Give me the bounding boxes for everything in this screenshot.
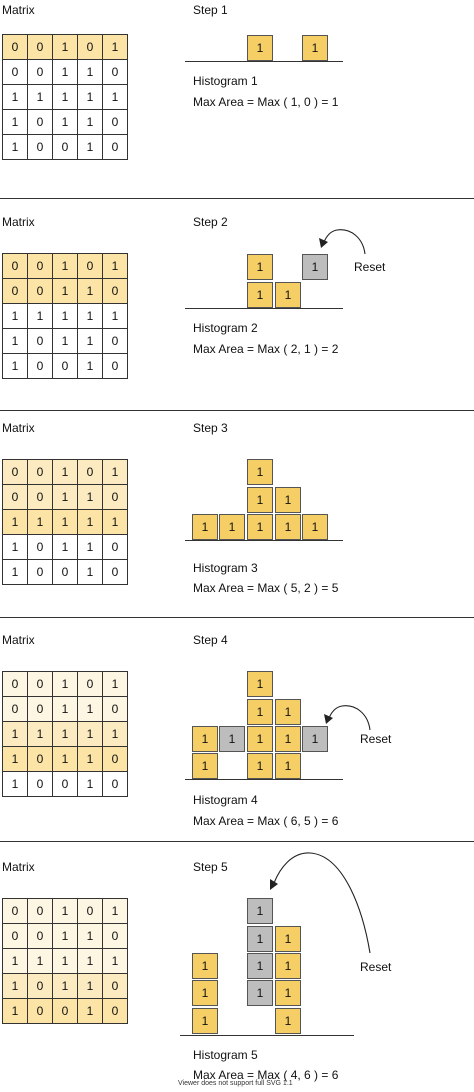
matrix-cell: 1 (78, 510, 103, 535)
matrix-cell: 1 (53, 329, 78, 354)
matrix-cell: 0 (28, 60, 53, 85)
reset-cell: 1 (247, 926, 273, 952)
matrix-cell: 0 (3, 697, 28, 722)
histogram-baseline (185, 779, 343, 780)
matrix-cell: 0 (53, 135, 78, 160)
histogram-bar-cell: 1 (275, 726, 301, 752)
histogram-bar-cell: 1 (192, 953, 218, 979)
matrix-cell: 1 (28, 85, 53, 110)
reset-cell: 1 (247, 898, 273, 924)
reset-cell: 1 (302, 726, 328, 752)
matrix-cell: 1 (78, 329, 103, 354)
matrix-cell: 0 (53, 560, 78, 585)
matrix-cell: 1 (53, 510, 78, 535)
matrix-cell: 1 (103, 722, 128, 747)
matrix-cell: 1 (53, 949, 78, 974)
matrix-cell: 1 (78, 60, 103, 85)
matrix-cell: 0 (3, 60, 28, 85)
matrix-cell: 0 (103, 974, 128, 999)
matrix-cell: 1 (78, 747, 103, 772)
matrix-cell: 0 (103, 535, 128, 560)
max-area-label: Max Area = Max ( 6, 5 ) = 6 (193, 814, 339, 828)
matrix-cell: 0 (103, 354, 128, 379)
histogram-bar-cell: 1 (247, 726, 273, 752)
matrix-cell: 1 (3, 949, 28, 974)
matrix-cell: 0 (78, 672, 103, 697)
matrix-cell: 0 (3, 924, 28, 949)
matrix-cell: 0 (103, 485, 128, 510)
matrix-cell: 0 (103, 924, 128, 949)
histogram-bar-cell: 1 (247, 753, 273, 779)
matrix-cell: 1 (3, 772, 28, 797)
matrix-cell: 0 (28, 672, 53, 697)
reset-arrow-icon (320, 696, 380, 736)
matrix-grid (2, 34, 128, 160)
matrix-cell: 0 (28, 747, 53, 772)
matrix-cell: 0 (28, 485, 53, 510)
matrix-cell: 1 (3, 304, 28, 329)
histogram-bar-cell: 1 (247, 514, 273, 540)
matrix-cell: 1 (78, 560, 103, 585)
matrix-cell: 1 (53, 60, 78, 85)
matrix-cell: 1 (3, 974, 28, 999)
histogram-bar-cell: 1 (275, 282, 301, 308)
step-title: Step 2 (193, 215, 228, 229)
histogram-baseline (185, 540, 343, 541)
matrix-cell: 0 (53, 772, 78, 797)
histogram-bar-cell: 1 (302, 514, 328, 540)
matrix-cell: 1 (53, 254, 78, 279)
matrix-cell: 1 (78, 135, 103, 160)
matrix-cell: 1 (103, 35, 128, 60)
matrix-cell: 1 (53, 485, 78, 510)
matrix-cell: 1 (103, 672, 128, 697)
step-title: Step 5 (193, 860, 228, 874)
matrix-cell: 0 (3, 279, 28, 304)
reset-arrow-icon (315, 222, 375, 262)
matrix-cell: 1 (53, 924, 78, 949)
matrix-cell: 0 (78, 460, 103, 485)
matrix-cell: 1 (53, 35, 78, 60)
matrix-cell: 1 (78, 110, 103, 135)
max-area-label: Max Area = Max ( 1, 0 ) = 1 (193, 95, 339, 109)
section-divider (0, 410, 474, 411)
matrix-cell: 1 (78, 772, 103, 797)
matrix-cell: 0 (3, 254, 28, 279)
matrix-cell: 1 (53, 304, 78, 329)
matrix-cell: 0 (28, 354, 53, 379)
matrix-cell: 1 (28, 949, 53, 974)
matrix-cell: 1 (103, 85, 128, 110)
matrix-cell: 0 (28, 279, 53, 304)
step-title: Step 1 (193, 3, 228, 17)
matrix-cell: 1 (53, 974, 78, 999)
matrix-cell: 1 (78, 924, 103, 949)
matrix-cell: 0 (103, 329, 128, 354)
step-title: Step 4 (193, 633, 228, 647)
matrix-cell: 0 (78, 35, 103, 60)
matrix-cell: 1 (53, 535, 78, 560)
matrix-cell: 0 (103, 747, 128, 772)
histogram-bar-cell: 1 (192, 980, 218, 1006)
reset-cell: 1 (247, 953, 273, 979)
matrix-cell: 0 (78, 899, 103, 924)
reset-label: Reset (360, 960, 392, 974)
matrix-cell: 0 (28, 254, 53, 279)
histogram-bar-cell: 1 (275, 1008, 301, 1034)
matrix-cell: 1 (78, 535, 103, 560)
matrix-cell: 1 (78, 999, 103, 1024)
matrix-cell: 0 (28, 899, 53, 924)
histogram-bar-cell: 1 (219, 514, 245, 540)
matrix-cell: 1 (53, 672, 78, 697)
matrix-cell: 1 (28, 722, 53, 747)
matrix-cell: 1 (53, 747, 78, 772)
matrix-label: Matrix (2, 215, 35, 229)
matrix-grid (2, 671, 128, 797)
matrix-cell: 0 (103, 772, 128, 797)
matrix-cell: 1 (103, 254, 128, 279)
matrix-cell: 1 (78, 279, 103, 304)
matrix-cell: 1 (78, 85, 103, 110)
matrix-cell: 1 (28, 510, 53, 535)
histogram-bar-cell: 1 (275, 953, 301, 979)
matrix-cell: 0 (103, 60, 128, 85)
matrix-cell: 1 (78, 722, 103, 747)
matrix-cell: 0 (103, 999, 128, 1024)
histogram-bar-cell: 1 (247, 671, 273, 697)
matrix-cell: 1 (28, 304, 53, 329)
matrix-label: Matrix (2, 633, 35, 647)
histogram-bar-cell: 1 (275, 753, 301, 779)
histogram-label: Histogram 3 (193, 561, 258, 575)
matrix-cell: 0 (28, 924, 53, 949)
section-divider (0, 198, 474, 199)
histogram-baseline (185, 61, 343, 62)
matrix-cell: 1 (3, 85, 28, 110)
histogram-bar-cell: 1 (275, 926, 301, 952)
matrix-cell: 1 (53, 460, 78, 485)
matrix-cell: 1 (78, 697, 103, 722)
matrix-label: Matrix (2, 421, 35, 435)
reset-cell: 1 (302, 254, 328, 280)
matrix-cell: 1 (53, 722, 78, 747)
histogram-bar-cell: 1 (247, 487, 273, 513)
reset-arrow-icon (262, 850, 374, 960)
matrix-cell: 1 (3, 747, 28, 772)
histogram-label: Histogram 2 (193, 321, 258, 335)
histogram-bar-cell: 1 (192, 514, 218, 540)
reset-label: Reset (354, 260, 386, 274)
histogram-bar-cell: 1 (247, 282, 273, 308)
matrix-cell: 0 (103, 697, 128, 722)
matrix-cell: 1 (3, 110, 28, 135)
histogram-bar-cell: 1 (247, 35, 273, 61)
matrix-cell: 0 (28, 560, 53, 585)
matrix-cell: 1 (103, 510, 128, 535)
histogram-label: Histogram 4 (193, 793, 258, 807)
matrix-cell: 0 (28, 135, 53, 160)
matrix-cell: 0 (78, 254, 103, 279)
histogram-label: Histogram 1 (193, 74, 258, 88)
matrix-cell: 1 (53, 110, 78, 135)
matrix-cell: 1 (3, 354, 28, 379)
matrix-cell: 1 (3, 999, 28, 1024)
matrix-cell: 0 (28, 772, 53, 797)
matrix-cell: 1 (3, 722, 28, 747)
matrix-grid (2, 459, 128, 585)
matrix-cell: 1 (53, 697, 78, 722)
matrix-cell: 0 (3, 899, 28, 924)
matrix-cell: 0 (3, 672, 28, 697)
matrix-cell: 0 (3, 485, 28, 510)
matrix-grid (2, 253, 128, 379)
matrix-label: Matrix (2, 3, 35, 17)
section-divider (0, 841, 474, 842)
matrix-cell: 1 (3, 535, 28, 560)
histogram-bar-cell: 1 (275, 699, 301, 725)
histogram-bar-cell: 1 (192, 726, 218, 752)
max-area-label: Max Area = Max ( 2, 1 ) = 2 (193, 342, 339, 356)
matrix-cell: 1 (3, 135, 28, 160)
histogram-bar-cell: 1 (275, 487, 301, 513)
histogram-bar-cell: 1 (247, 254, 273, 280)
matrix-cell: 0 (103, 135, 128, 160)
matrix-cell: 0 (28, 535, 53, 560)
matrix-cell: 1 (53, 279, 78, 304)
matrix-cell: 1 (3, 329, 28, 354)
matrix-cell: 1 (78, 354, 103, 379)
matrix-cell: 0 (28, 697, 53, 722)
matrix-cell: 1 (103, 460, 128, 485)
matrix-cell: 1 (53, 85, 78, 110)
histogram-bar-cell: 1 (302, 35, 328, 61)
step-title: Step 3 (193, 421, 228, 435)
matrix-cell: 0 (53, 354, 78, 379)
matrix-cell: 0 (28, 110, 53, 135)
matrix-cell: 1 (103, 949, 128, 974)
matrix-cell: 0 (28, 974, 53, 999)
matrix-cell: 0 (28, 35, 53, 60)
matrix-cell: 0 (103, 110, 128, 135)
svg-viewer-notice: Viewer does not support full SVG 1.1 (178, 1080, 293, 1087)
matrix-cell: 0 (53, 999, 78, 1024)
matrix-cell: 0 (28, 460, 53, 485)
matrix-label: Matrix (2, 860, 35, 874)
histogram-bar-cell: 1 (275, 514, 301, 540)
matrix-cell: 1 (53, 899, 78, 924)
matrix-cell: 0 (3, 35, 28, 60)
matrix-cell: 1 (103, 899, 128, 924)
matrix-cell: 0 (103, 560, 128, 585)
histogram-baseline (180, 1035, 354, 1036)
max-area-label: Max Area = Max ( 5, 2 ) = 5 (193, 581, 339, 595)
max-area-label: Max Area = Max ( 4, 6 ) = 6 (193, 1068, 339, 1082)
section-divider (0, 617, 474, 618)
matrix-cell: 0 (103, 279, 128, 304)
histogram-bar-cell: 1 (192, 753, 218, 779)
matrix-cell: 1 (3, 560, 28, 585)
matrix-cell: 1 (78, 304, 103, 329)
matrix-cell: 0 (3, 460, 28, 485)
histogram-bar-cell: 1 (192, 1008, 218, 1034)
matrix-cell: 0 (28, 999, 53, 1024)
histogram-bar-cell: 1 (275, 980, 301, 1006)
histogram-label: Histogram 5 (193, 1048, 258, 1062)
reset-cell: 1 (247, 980, 273, 1006)
histogram-bar-cell: 1 (247, 459, 273, 485)
matrix-grid (2, 898, 128, 1024)
matrix-cell: 0 (28, 329, 53, 354)
reset-cell: 1 (219, 726, 245, 752)
histogram-bar-cell: 1 (247, 699, 273, 725)
matrix-cell: 1 (78, 485, 103, 510)
matrix-cell: 1 (103, 304, 128, 329)
matrix-cell: 1 (78, 949, 103, 974)
matrix-cell: 1 (3, 510, 28, 535)
histogram-baseline (185, 308, 343, 309)
matrix-cell: 1 (78, 974, 103, 999)
reset-label: Reset (360, 732, 392, 746)
